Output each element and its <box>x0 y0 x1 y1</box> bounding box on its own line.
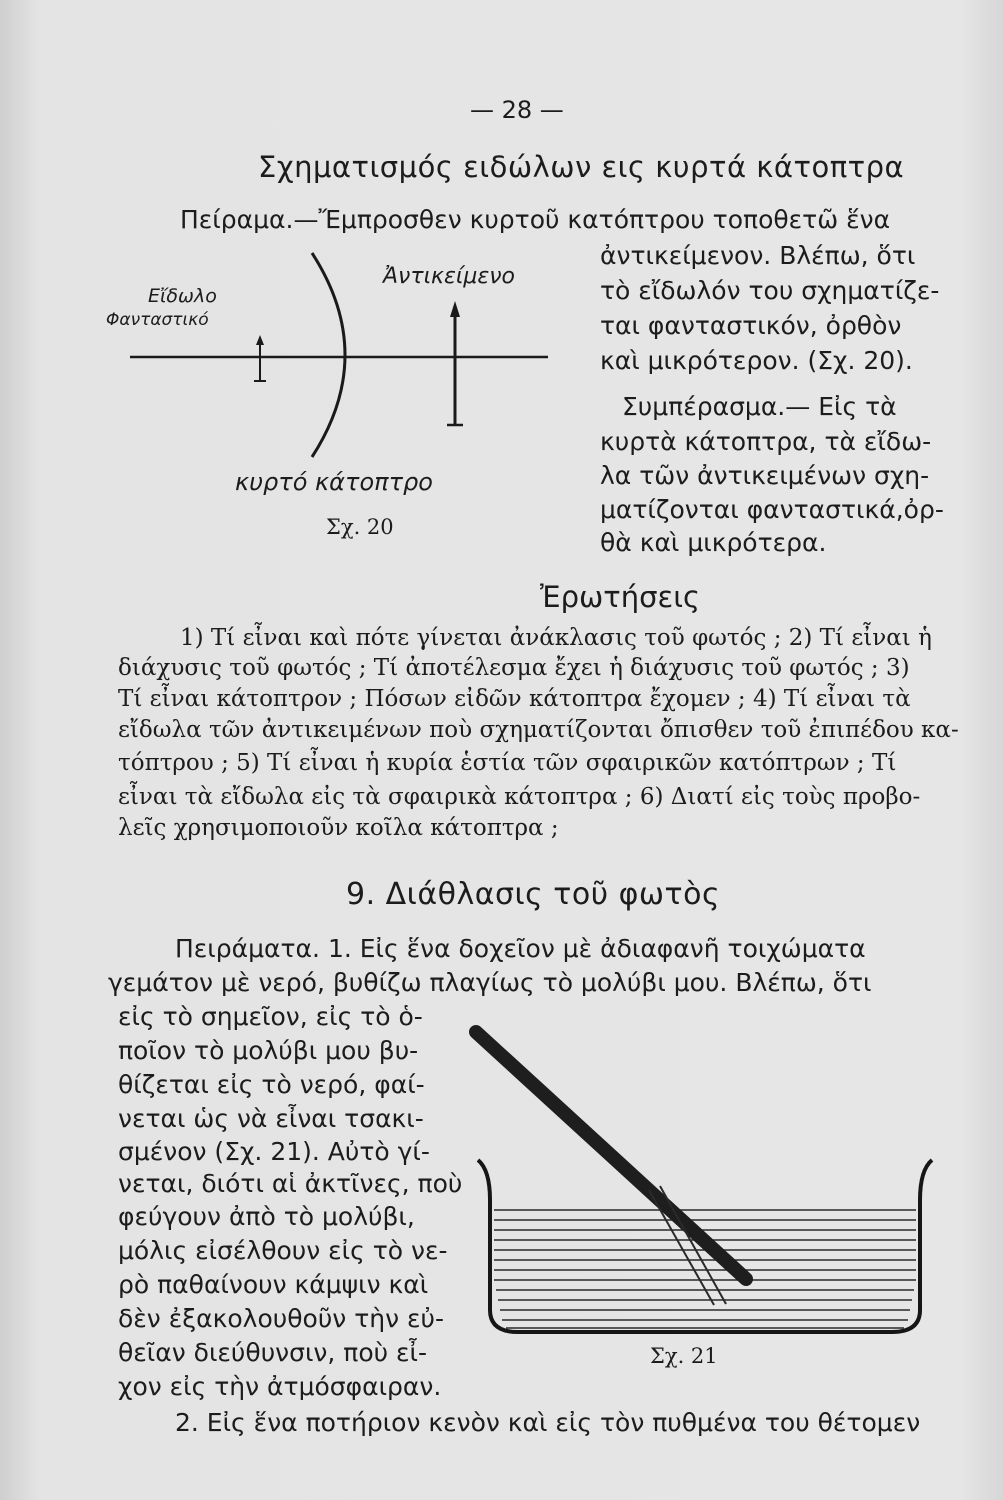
experiments-label: Πειράματα. <box>175 934 320 963</box>
column-line-9: ρὸ παθαίνουν κάμψιν καὶ <box>118 1270 429 1299</box>
questions-title: Ἐρωτήσεις <box>540 580 701 614</box>
pencil-in-water-diagram <box>468 1010 938 1335</box>
column-line-8: μόλις εἰσέλθουν εἰς τὸ νε- <box>118 1236 448 1265</box>
convex-mirror-curve <box>312 253 345 457</box>
experiment-line-3: τὸ εἴδωλόν του σχηματίζε- <box>600 276 940 305</box>
pencil-real <box>476 1032 746 1279</box>
water-lines <box>494 1210 916 1328</box>
figure-20-caption: Σχ. 20 <box>326 515 394 539</box>
column-line-7: φεύγουν ἀπὸ τὸ μολύβι, <box>118 1202 415 1231</box>
question-line-4: εἴδωλα τῶν ἀντικειμένων ποὺ σχηματίζονται ὄπισθεν τοῦ ἐπιπέδου κα- <box>118 717 959 743</box>
question-line-1: 1) Τί εἶναι καὶ πότε γίνεται ἀνάκλασις τοῦ φωτός ; 2) Τί εἶναι ἡ <box>180 625 932 651</box>
column-line-2: ποῖον τὸ μολύβι μου βυ- <box>118 1036 419 1065</box>
conclusion-line-2: κυρτὰ κάτοπτρα, τὰ εἴδω- <box>600 427 932 456</box>
column-line-10: δὲν ἐξακολουθοῦν τὴν εὐ- <box>118 1304 445 1333</box>
label-image: Εἴδωλο <box>148 285 217 307</box>
experiments-line-1 <box>175 934 866 963</box>
question-line-6: εἶναι τὰ εἴδωλα εἰς τὰ σφαιρικὰ κάτοπτρα ; 6) Διατί εἰς τοὺς προβο- <box>118 784 921 810</box>
column-line-6: νεται, διότι αἱ ἀκτῖνες, ποὺ <box>118 1169 463 1198</box>
question-line-5: τόπτρου ; 5) Τί εἶναι ἡ κυρία ἑστία τῶν σφαιρικῶν κατόπτρων ; Τί <box>118 750 897 776</box>
experiments-line-2: γεμάτον μὲ νερό, βυθίζω πλαγίως τὸ μολύβι μου. Βλέπω, ὅτι <box>108 968 872 997</box>
column-line-5: σμένον (Σχ. 21). Αὐτὸ γί- <box>118 1137 430 1166</box>
column-line-4: νεται ὡς νὰ εἶναι τσακι- <box>118 1104 424 1133</box>
experiment-line-2: ἀντικείμενον. Βλέπω, ὅτι <box>600 241 916 270</box>
image-arrow-head <box>256 335 264 345</box>
column-line-3: θίζεται εἰς τὸ νερό, φαί- <box>118 1070 425 1099</box>
page-number: — 28 — <box>470 96 564 124</box>
section-title-convex-mirrors: Σχηματισμός ειδώλων εις κυρτά κάτοπτρα <box>258 150 905 184</box>
experiment-label: Πείραμα. <box>180 205 294 234</box>
experiments-text-1: 1. Εἰς ἕνα δοχεῖον μὲ ἀδιαφανῆ τοιχώματα <box>327 934 866 963</box>
column-line-11: θεῖαν διεύθυνσιν, ποὺ εἶ- <box>118 1338 428 1367</box>
conclusion-line-5: θὰ καὶ μικρότερα. <box>600 528 827 557</box>
label-object: Ἀντικείμενο <box>383 264 515 289</box>
question-line-3: Τί εἶναι κάτοπτρον ; Πόσων εἰδῶν κάτοπτρα ἔχομεν ; 4) Τί εἶναι τὰ <box>118 686 911 712</box>
question-line-2: διάχυσις τοῦ φωτός ; Τί ἀποτέλεσμα ἔχει ἡ διάχυσις τοῦ φωτός ; 3) <box>118 655 910 681</box>
conclusion-line-3: λα τῶν ἀντικειμένων σχη- <box>600 461 930 490</box>
experiment-line-5: καὶ μικρότερον. (Σχ. 20). <box>600 346 913 375</box>
experiment-line-4: ται φανταστικόν, ὀρθὸν <box>600 311 902 340</box>
experiment-line-1: —Ἔμπροσθεν κυρτοῦ κατόπτρου τοποθετῶ ἕνα <box>293 205 891 234</box>
column-line-1: εἰς τὸ σημεῖον, εἰς τὸ ὁ- <box>118 1002 423 1031</box>
figure-21-caption: Σχ. 21 <box>650 1344 718 1368</box>
experiment-intro-line <box>180 205 890 234</box>
question-line-7: λεῖς χρησιμοποιοῦν κοῖλα κάτοπτρα ; <box>118 815 559 841</box>
object-arrow-head <box>450 301 460 317</box>
conclusion-line-4: ματίζονται φανταστικά,ὀρ- <box>600 495 944 524</box>
conclusion-line-1: Συμπέρασμα.— Εἰς τὰ <box>622 392 897 421</box>
label-convex-mirror: κυρτό κάτοπτρο <box>235 468 433 496</box>
column-line-12: χον εἰς τὴν ἀτμόσφαιραν. <box>118 1372 442 1401</box>
label-virtual: Φανταστικό <box>106 310 209 330</box>
final-line: 2. Εἰς ἕνα ποτήριον κενὸν καὶ εἰς τὸν πυθμένα του θέτομεν <box>175 1408 921 1437</box>
section-title-refraction: 9. Διάθλασις τοῦ φωτὸς <box>346 877 721 912</box>
